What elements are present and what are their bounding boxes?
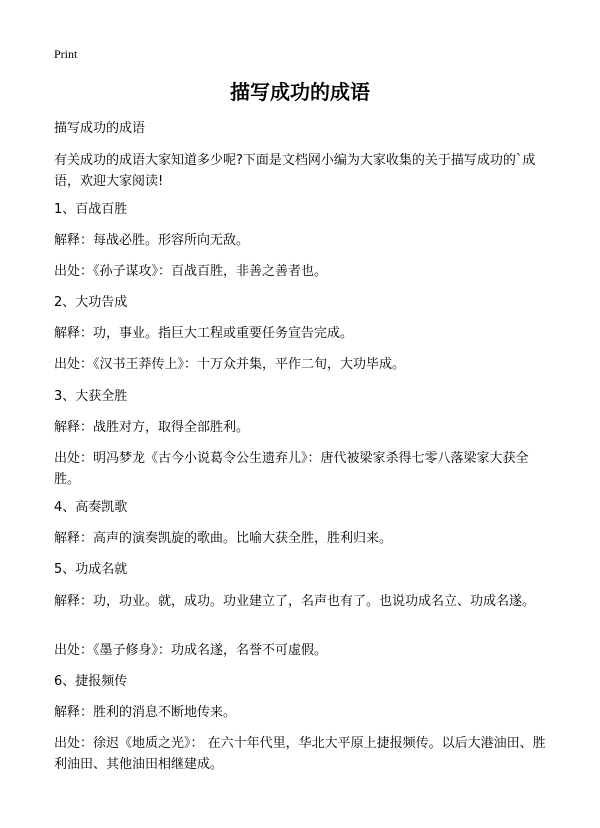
entry-source: 出处：《墨子修身》：功成名遂，名誉不可虚假。: [54, 643, 328, 658]
entry-source: 出处：《汉书王莽传上》：十万众并集，平作二旬，大功毕成。: [54, 357, 406, 372]
entry-explanation: 解释：功，功业。就，成功。功业建立了，名声也有了。也说功成名立、功成名遂。: [54, 594, 536, 609]
entry-heading: 3、大获全胜: [54, 389, 128, 404]
entry-explanation: 解释：功，事业。指巨大工程或重要任务宣告完成。: [54, 326, 354, 341]
entry-explanation: 解释：胜利的消息不断地传来。: [54, 705, 237, 720]
document-subtitle: 描写成功的成语: [54, 121, 146, 136]
entry-explanation: 解释：高声的演奏凯旋的歌曲。比喻大获全胜，胜利归来。: [54, 531, 393, 546]
entry-source: 出处：《孙子谋攻》：百战百胜，非善之善者也。: [54, 264, 328, 279]
print-label: Print: [54, 47, 78, 61]
entry-heading: 4、高奏凯歌: [54, 500, 128, 515]
document-title: 描写成功的成语: [230, 80, 370, 104]
entry-heading: 5、功成名就: [54, 562, 128, 577]
entry-explanation: 解释：每战必胜。形容所向无敌。: [54, 233, 250, 248]
entry-heading: 1、百战百胜: [54, 202, 128, 217]
entry-source: 出处：明冯梦龙《古今小说葛令公生遗弃儿》：唐代被梁家杀得七零八落梁家大获全胜。: [54, 451, 529, 487]
intro-paragraph: 有关成功的成语大家知道多少呢?下面是文档网小编为大家收集的关于描写成功的`成语，欢迎大家阅读!: [54, 153, 536, 189]
entry-source: 出处：徐迟《地质之光》： 在六十年代里，华北大平原上捷报频传。以后大港油田、胜利油田、其他油田相继建成。: [54, 736, 546, 772]
entry-heading: 2、大功告成: [54, 295, 128, 310]
entry-explanation: 解释：战胜对方，取得全部胜利。: [54, 420, 250, 435]
entry-heading: 6、捷报频传: [54, 674, 128, 689]
